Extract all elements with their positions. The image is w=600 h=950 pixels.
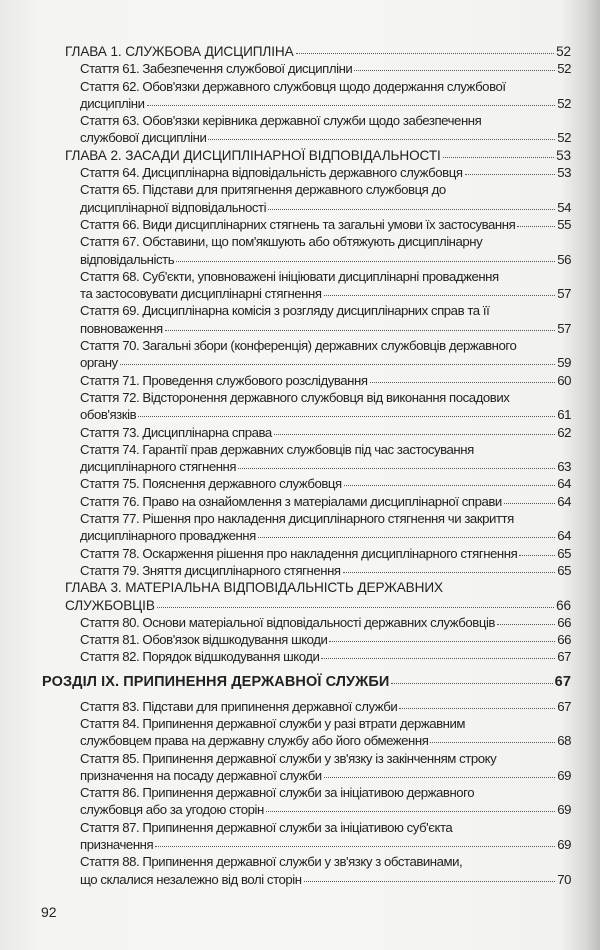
dot-leader — [268, 199, 555, 210]
toc-entry-title: Стаття 71. Проведення службового розслідування — [80, 372, 368, 388]
toc-line — [0, 424, 571, 441]
toc-entry-title: Стаття 88. Припинення державної служби у зв'язку з обставинами, — [80, 854, 463, 870]
toc-entry-title: ГЛАВА 1. СЛУЖБОВА ДИСЦИПЛІНА — [65, 44, 294, 59]
toc-line — [0, 853, 571, 870]
dot-leader — [157, 597, 554, 608]
toc-entry-article — [0, 60, 600, 77]
toc-entry-title: Стаття 79. Зняття дисциплінарного стягнення — [80, 562, 341, 578]
toc-page-number: 52 — [557, 95, 571, 111]
toc-entry-title: РОЗДІЛ IX. ПРИПИНЕННЯ ДЕРЖАВНОЇ СЛУЖБИ — [42, 673, 390, 690]
toc-entry-article — [0, 216, 600, 233]
dot-leader — [138, 406, 555, 417]
toc-entry-title: Стаття 80. Основи матеріальної відповідальності державних службовців — [80, 614, 495, 630]
toc-line — [0, 545, 571, 562]
dot-leader — [165, 320, 555, 331]
toc-entry-article — [0, 853, 600, 888]
toc-page-number: 61 — [557, 407, 571, 423]
dot-leader — [354, 60, 555, 71]
toc-page-number: 67 — [557, 698, 571, 714]
dot-leader — [321, 648, 555, 659]
toc-page-number: 69 — [557, 837, 571, 853]
dot-leader — [238, 458, 555, 469]
toc-entry-title: та застосовувати дисциплінарні стягнення — [80, 286, 322, 302]
toc-entry-chapter — [0, 43, 600, 60]
toc-entry-title: Стаття 63. Обов'язки керівника державної служби щодо забезпечення — [80, 113, 482, 129]
toc-line — [0, 389, 571, 406]
toc-page-number: 66 — [557, 614, 571, 630]
dot-leader — [344, 475, 556, 486]
toc-entry-article — [0, 424, 600, 441]
toc-line — [0, 251, 571, 268]
toc-line — [0, 164, 571, 181]
dot-leader — [147, 95, 556, 106]
toc-entry-title: Стаття 74. Гарантії прав державних службовців під час застосування — [80, 441, 474, 457]
toc-line — [0, 112, 571, 129]
toc-entry-title: Стаття 81. Обов'язок відшкодування шкоди — [80, 632, 328, 648]
toc-entry-article — [0, 112, 600, 147]
toc-page-number: 52 — [557, 130, 571, 146]
toc-entry-article — [0, 181, 600, 216]
toc-line — [0, 337, 571, 354]
toc-entry-title: Стаття 61. Забезпечення службової дисципліни — [80, 61, 353, 77]
toc-page-number: 52 — [556, 44, 571, 59]
toc-page-number: 67 — [554, 673, 571, 690]
dot-leader — [324, 767, 556, 778]
toc-page-number: 64 — [557, 476, 571, 492]
toc-entry-article — [0, 493, 600, 510]
toc-line — [0, 458, 571, 475]
toc-line — [0, 750, 571, 767]
toc-entry-title: службовця або за угодою сторін — [80, 802, 264, 818]
toc-page-number: 57 — [557, 320, 571, 336]
toc-line — [0, 562, 571, 579]
toc-entry-article — [0, 648, 600, 665]
toc-entry-title: що склалися незалежно від волі сторін — [80, 871, 302, 887]
toc-page-number: 53 — [557, 165, 571, 181]
toc-page-number: 60 — [557, 372, 571, 388]
toc-page-number: 69 — [557, 767, 571, 783]
toc-entry-title: Стаття 85. Припинення державної служби у зв'язку із закінченням строку — [80, 750, 497, 766]
toc-line — [0, 181, 571, 198]
toc-line — [0, 767, 571, 784]
toc-page-number: 65 — [557, 545, 571, 561]
dot-leader — [465, 164, 556, 175]
toc-entry-title: Стаття 87. Припинення державної служби за ініціативою суб'єкта — [80, 819, 453, 835]
toc-page-number: 59 — [557, 355, 571, 371]
dot-leader — [304, 871, 556, 882]
toc-line — [0, 129, 571, 146]
toc-line — [0, 510, 571, 527]
toc-line — [0, 648, 571, 665]
toc-line — [0, 302, 571, 319]
dot-leader — [266, 801, 555, 812]
dot-leader — [443, 147, 554, 158]
toc-page-number: 66 — [556, 597, 571, 613]
toc-entry-title: Стаття 83. Підстави для припинення державної служби — [80, 698, 398, 714]
toc-entry-section — [0, 673, 600, 692]
toc-line — [0, 784, 571, 801]
toc-line — [0, 372, 571, 389]
toc-entry-article — [0, 78, 600, 113]
toc-entry-article — [0, 750, 600, 785]
toc-entry-article — [0, 819, 600, 854]
toc-entry-article — [0, 164, 600, 181]
toc-entry-title: Стаття 76. Право на ознайомлення з матеріалами дисциплінарної справи — [80, 493, 502, 509]
toc-line — [0, 147, 571, 164]
page-number: 92 — [41, 904, 57, 920]
dot-leader — [329, 631, 555, 642]
dot-leader — [504, 493, 555, 504]
toc-entry-title: Стаття 78. Оскарження рішення про накладення дисциплінарного стягнення — [80, 545, 518, 561]
toc-entry-title: Стаття 68. Суб'єкти, уповноважені ініціювати дисциплінарні провадження — [80, 268, 499, 284]
toc-entry-title: дисциплінарного стягнення — [80, 459, 237, 475]
toc-line — [0, 285, 571, 302]
toc-entry-article — [0, 302, 600, 337]
toc-line — [0, 199, 571, 216]
toc-entry-title: відповідальність — [80, 251, 175, 267]
toc-entry-title: Стаття 69. Дисциплінарна комісія з розгляду дисциплінарних справ та її — [80, 303, 490, 319]
toc-entry-title: Стаття 75. Пояснення державного службовця — [80, 476, 342, 492]
toc-page-number: 56 — [557, 251, 571, 267]
dot-leader — [519, 545, 555, 556]
toc-entry-title: Стаття 77. Рішення про накладення дисциплінарного стягнення чи закриття — [80, 511, 514, 527]
toc-line — [0, 527, 571, 544]
toc-line — [0, 597, 571, 614]
toc-line — [0, 441, 571, 458]
toc-entry-title: ГЛАВА 3. МАТЕРІАЛЬНА ВІДПОВІДАЛЬНІСТЬ ДЕРЖАВНИХ — [65, 580, 444, 596]
toc-page-number: 68 — [557, 733, 571, 749]
toc-page-number: 69 — [557, 802, 571, 818]
toc-line — [0, 43, 571, 60]
toc-entry-title: СЛУЖБОВЦІВ — [65, 597, 155, 613]
dot-leader — [258, 527, 555, 538]
toc-page-number: 55 — [557, 216, 571, 232]
toc-entry-article — [0, 631, 600, 648]
toc-line — [0, 819, 571, 836]
toc-page-number: 64 — [557, 528, 571, 544]
dot-leader — [120, 354, 556, 365]
toc-line — [0, 406, 571, 423]
toc-entry-article — [0, 698, 600, 715]
toc-entry-article — [0, 614, 600, 631]
toc-entry-title: Стаття 67. Обставини, що пом'якшують або обтяжують дисциплінарну — [80, 234, 483, 250]
toc-entry-chapter — [0, 147, 600, 164]
table-of-contents — [0, 43, 600, 888]
toc-line — [0, 698, 571, 715]
dot-leader — [274, 424, 555, 435]
toc-entry-article — [0, 475, 600, 492]
toc-line — [0, 60, 571, 77]
toc-entry-article — [0, 268, 600, 303]
toc-line — [0, 95, 571, 112]
toc-line — [0, 801, 571, 818]
toc-entry-chapter — [0, 579, 600, 614]
toc-entry-title: Стаття 86. Припинення державної служби за ініціативою державного — [80, 785, 475, 801]
toc-entry-title: повноваження — [80, 320, 163, 336]
dot-leader — [324, 285, 556, 296]
toc-entry-title: дисциплінарної відповідальності — [80, 199, 267, 215]
dot-leader — [176, 251, 555, 262]
toc-entry-title: дисциплінарного провадження — [80, 528, 256, 544]
toc-page-number: 52 — [557, 61, 571, 77]
toc-entry-title: дисципліни — [80, 95, 145, 111]
toc-page-number: 63 — [557, 459, 571, 475]
toc-entry-title: Стаття 70. Загальні збори (конференція) державних службовців державного — [80, 338, 517, 354]
toc-entry-title: службовцем права на державну службу або його обмеження — [80, 733, 429, 749]
toc-entry-title: органу — [80, 355, 118, 371]
toc-entry-title: обов'язків — [80, 407, 137, 423]
toc-entry-title: Стаття 72. Відсторонення державного службовця від виконання посадових — [80, 389, 510, 405]
toc-page-number: 53 — [556, 147, 571, 163]
toc-line — [0, 216, 571, 233]
dot-leader — [430, 732, 555, 743]
dot-leader — [517, 216, 555, 227]
toc-line — [0, 871, 571, 888]
toc-page-number: 62 — [557, 424, 571, 440]
toc-entry-title: призначення — [80, 837, 154, 853]
toc-entry-title: Стаття 82. Порядок відшкодування шкоди — [80, 649, 320, 665]
toc-entry-article — [0, 441, 600, 476]
toc-entry-article — [0, 562, 600, 579]
toc-entry-article — [0, 715, 600, 750]
toc-line — [0, 78, 571, 95]
toc-line — [0, 493, 571, 510]
toc-entry-title: службової дисципліни — [80, 130, 207, 146]
toc-line — [0, 715, 571, 732]
toc-entry-title: Стаття 65. Підстави для притягнення державного службовця до — [80, 182, 446, 198]
toc-line — [0, 732, 571, 749]
toc-entry-article — [0, 389, 600, 424]
dot-leader — [391, 673, 552, 684]
toc-page-number: 67 — [557, 649, 571, 665]
toc-line — [0, 614, 571, 631]
toc-entry-title: ГЛАВА 2. ЗАСАДИ ДИСЦИПЛІНАРНОЇ ВІДПОВІДАЛЬНОСТІ — [65, 147, 441, 163]
dot-leader — [208, 129, 555, 140]
toc-page-number: 54 — [557, 199, 571, 215]
dot-leader — [343, 562, 556, 573]
toc-line — [0, 233, 571, 250]
toc-entry-article — [0, 784, 600, 819]
dot-leader — [296, 43, 554, 54]
toc-line — [0, 579, 571, 596]
toc-entry-article — [0, 372, 600, 389]
dot-leader — [399, 698, 555, 709]
toc-entry-title: Стаття 73. Дисциплінарна справа — [80, 424, 272, 440]
toc-line — [0, 354, 571, 371]
toc-entry-article — [0, 233, 600, 268]
toc-line — [0, 475, 571, 492]
toc-page-number: 57 — [557, 286, 571, 302]
toc-page-number: 65 — [557, 562, 571, 578]
toc-entry-title: призначення на посаду державної служби — [80, 767, 322, 783]
toc-entry-title: Стаття 64. Дисциплінарна відповідальність державного службовця — [80, 165, 463, 181]
toc-line — [0, 631, 571, 648]
toc-line — [0, 673, 571, 692]
toc-entry-article — [0, 510, 600, 545]
toc-page-number: 70 — [557, 871, 571, 887]
dot-leader — [370, 372, 556, 383]
dot-leader — [155, 836, 555, 847]
toc-entry-title: Стаття 62. Обов'язки державного службовця щодо додержання службової — [80, 78, 506, 94]
toc-entry-article — [0, 337, 600, 372]
toc-line — [0, 268, 571, 285]
toc-entry-title: Стаття 84. Припинення державної служби у разі втрати державним — [80, 715, 466, 731]
toc-entry-title: Стаття 66. Види дисциплінарних стягнень та загальні умови їх застосування — [80, 216, 516, 232]
toc-line — [0, 836, 571, 853]
toc-entry-article — [0, 545, 600, 562]
dot-leader — [497, 614, 555, 625]
toc-page-number: 64 — [557, 493, 571, 509]
toc-page-number: 66 — [557, 632, 571, 648]
toc-line — [0, 320, 571, 337]
